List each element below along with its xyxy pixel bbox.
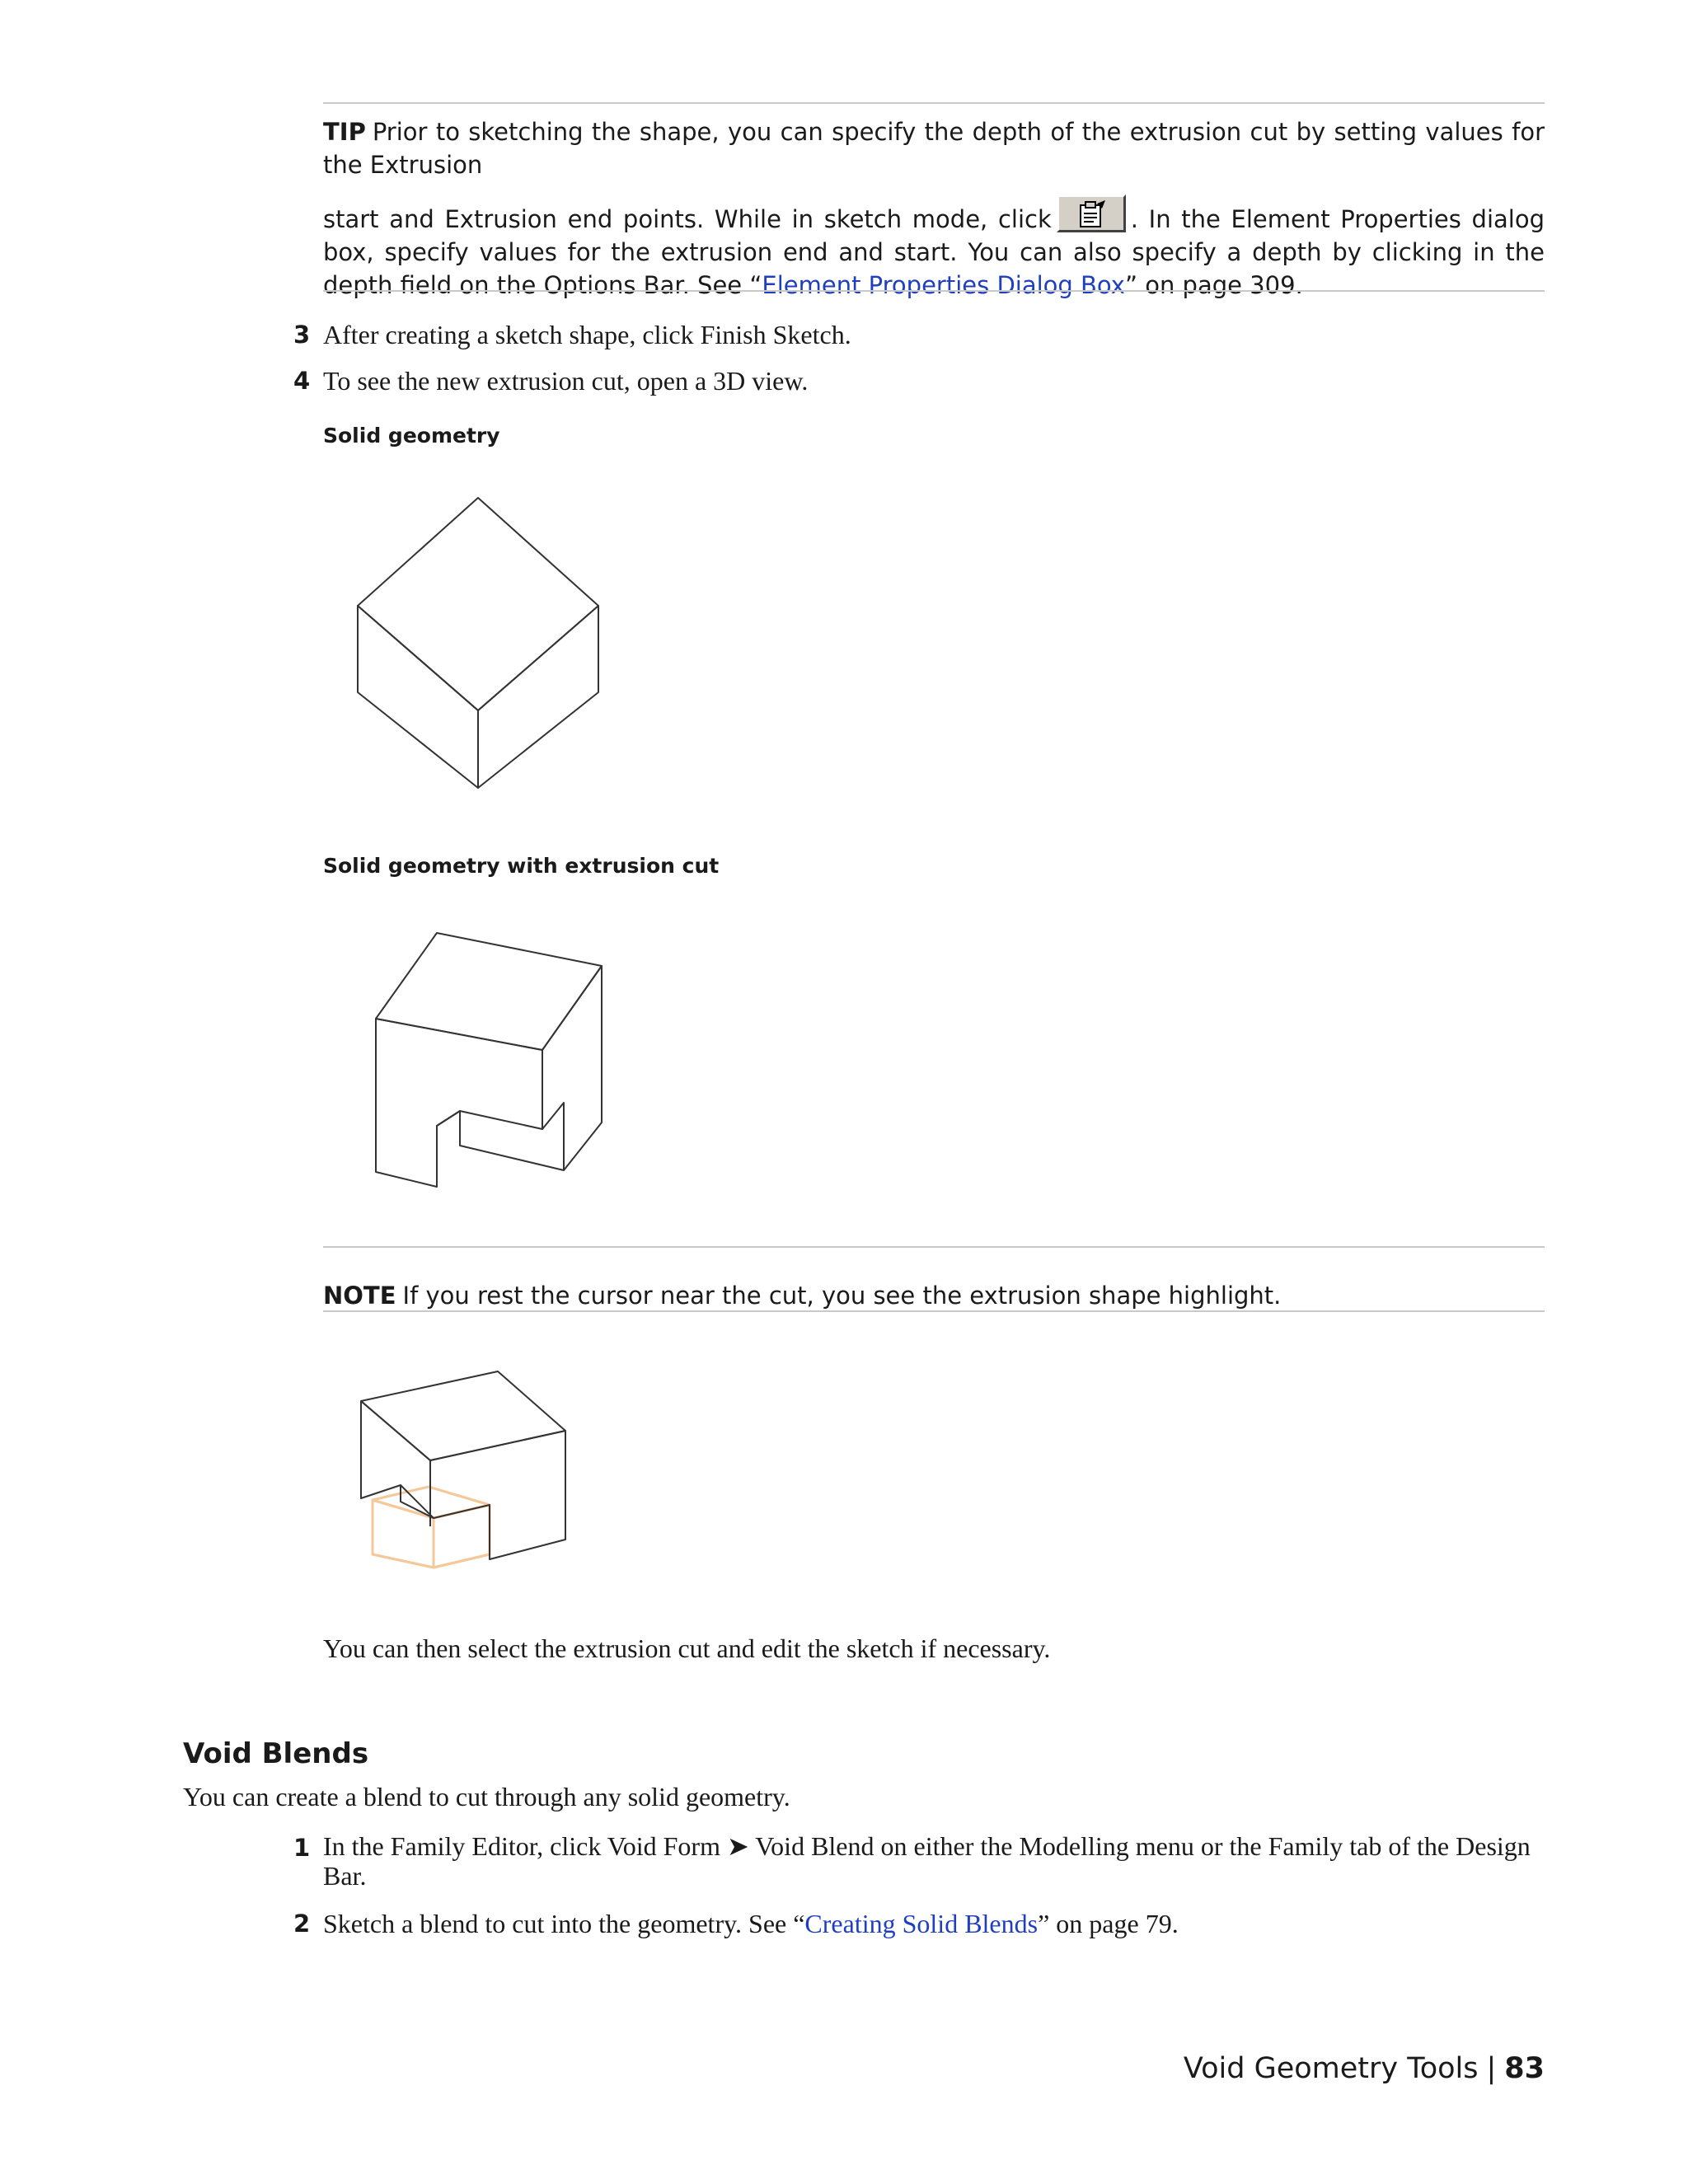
- block-outline: [361, 1371, 565, 1559]
- step-2-text-pre: Sketch a blend to cut into the geometry. See “: [323, 1909, 805, 1938]
- step-number: 4: [293, 367, 311, 395]
- caption-solid-geometry: Solid geometry: [323, 424, 500, 448]
- caption-solid-geometry-with-cut: Solid geometry with extrusion cut: [323, 854, 720, 878]
- tip-bottom-rule: [323, 290, 1545, 292]
- block-top-face: [376, 933, 602, 1050]
- cube-right-face: [478, 606, 598, 788]
- footer-separator: |: [1486, 2052, 1497, 2085]
- block-front-face: [376, 1019, 542, 1187]
- after-figure-text: You can then select the extrusion cut and edit the sketch if necessary.: [323, 1633, 1051, 1663]
- tip-text-1: Prior to sketching the shape, you can specify the depth of the extrusion cut by setting values for the Extrusion: [323, 118, 1545, 179]
- note-text: If you rest the cursor near the cut, you see the extrusion shape highlight.: [402, 1282, 1282, 1310]
- cube-top-face: [358, 498, 598, 710]
- step-text: To see the new extrusion cut, open a 3D view.: [323, 366, 809, 396]
- tip-text-4: ” on page 309.: [1124, 271, 1303, 299]
- note-block: [323, 1279, 1545, 1312]
- tip-block: [323, 115, 1545, 302]
- element-properties-button[interactable]: [1057, 194, 1126, 232]
- note-bottom-rule: [323, 1310, 1545, 1312]
- section-heading: Void Blends: [183, 1737, 369, 1770]
- tip-top-rule: [323, 102, 1545, 104]
- tip-text-3: . In the Element Properties dialog box, specify values for the extrusion end and start. You can also specify a depth by clicking in the depth field on the Options Bar. See “: [323, 205, 1545, 299]
- link-creating-solid-blends[interactable]: Creating Solid Blends: [804, 1909, 1039, 1938]
- footer-section-title: Void Geometry Tools: [1183, 2052, 1479, 2085]
- step-2-text-post: ” on page 79.: [1038, 1909, 1179, 1938]
- page-number: 83: [1504, 2052, 1545, 2085]
- block-right-face: [542, 966, 602, 1170]
- note-label: NOTE: [323, 1282, 396, 1310]
- step-number: 2: [293, 1910, 311, 1938]
- element-properties-icon: [1077, 200, 1107, 228]
- section-intro: You can create a blend to cut through any solid geometry.: [183, 1782, 790, 1811]
- step-number: 3: [293, 321, 311, 349]
- tip-label: TIP: [323, 118, 366, 146]
- tip-text-2: start and Extrusion end points. While in sketch mode, click: [323, 205, 1052, 233]
- step-text: After creating a sketch shape, click Finish Sketch.: [323, 320, 851, 349]
- page-footer: [1184, 2052, 1545, 2085]
- link-element-properties[interactable]: Element Properties Dialog Box: [762, 271, 1125, 299]
- note-top-rule: [323, 1246, 1545, 1248]
- figure-solid-with-cut: [374, 930, 605, 1193]
- step-number: 1: [293, 1834, 311, 1862]
- figure-cut-highlight: [354, 1365, 577, 1612]
- figure-solid-cube: [354, 494, 602, 791]
- step-text: [323, 1907, 1545, 1940]
- tip-continuation: [323, 194, 1545, 302]
- cube-left-face: [358, 606, 478, 788]
- step-text: In the Family Editor, click Void Form ➤ Void Blend on either the Modelling menu or the Family tab of the Design Bar.: [323, 1831, 1531, 1891]
